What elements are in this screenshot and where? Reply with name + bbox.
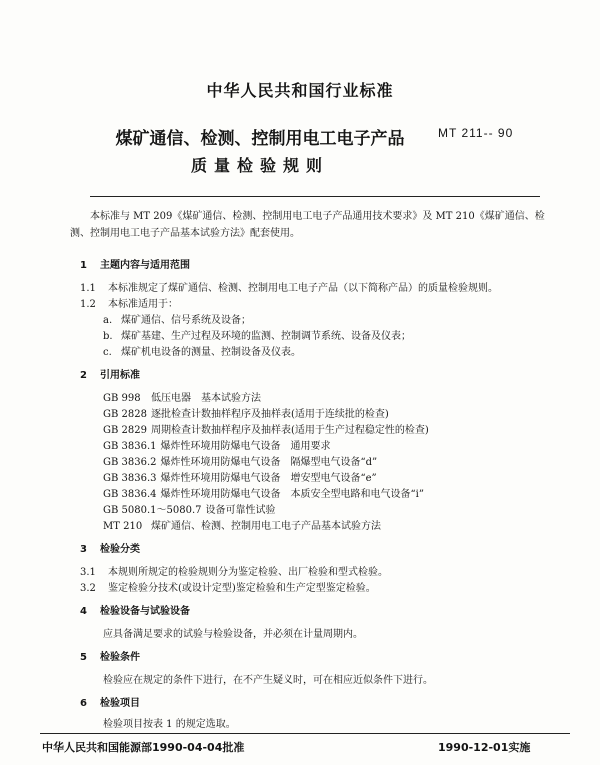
clause-1-1 xyxy=(80,279,498,294)
section-3-heading: 3 检验分类 xyxy=(80,544,140,555)
section-6-text: 检验项目按表 1 的规定选取。 xyxy=(103,719,236,730)
section-number: 1 xyxy=(80,260,87,271)
effective-date: 1990-12-01实施 xyxy=(438,741,531,754)
footer-divider xyxy=(40,733,570,734)
reference-item: GB 5080.1～5080.7 设备可靠性试验 xyxy=(103,505,276,516)
reference-item: GB 3836.1 爆炸性环境用防爆电气设备 通用要求 xyxy=(103,441,331,452)
reference-item: GB 3836.2 爆炸性环境用防爆电气设备 隔爆型电气设备“d” xyxy=(103,457,378,468)
reference-item: MT 210 煤矿通信、检测、控制用电工电子产品基本试验方法 xyxy=(103,521,381,532)
clause-1-2 xyxy=(80,295,178,310)
intro-paragraph: 本标准与 MT 209《煤矿通信、检测、控制用电工电子产品通用技术要求》及 MT 210《煤矿通信、检测、控制用电工电子产品基本试验方法》配套使用。 xyxy=(70,211,545,239)
list-item: b. 煤矿基建、生产过程及环境的监测、控制调节系统、设备及仪表； xyxy=(103,331,411,342)
section-5-heading: 5 检验条件 xyxy=(80,652,140,663)
section-5-text: 检验应在规定的条件下进行，在不产生疑义时，可在相应近似条件下进行。 xyxy=(103,675,433,686)
approval-line: 中华人民共和国能源部1990-04-04批准 xyxy=(42,741,245,754)
clause-number: 1.2 xyxy=(80,299,96,310)
clause-3-2: 3.2 鉴定检验分技术(或设计定型)鉴定检验和生产定型鉴定检验。 xyxy=(80,583,376,594)
clause-3-1: 3.1 本规则所规定的检验规则分为鉴定检验、出厂检验和型式检验。 xyxy=(80,567,388,578)
list-item: a. 煤矿通信、信号系统及设备； xyxy=(103,315,251,326)
section-2-heading: 2 引用标准 xyxy=(80,370,140,381)
list-item: c. 煤矿机电设备的测量、控制设备及仪表。 xyxy=(103,347,301,358)
document-subtitle: 质量检验规则 xyxy=(190,156,329,175)
reference-item: GB 2829 周期检查计数抽样程序及抽样表(适用于生产过程稳定性的检查) xyxy=(103,425,429,436)
standard-title: 中华人民共和国行业标准 xyxy=(206,81,394,100)
clause-text: 本标准适用于： xyxy=(108,299,178,310)
reference-item: GB 3836.3 爆炸性环境用防爆电气设备 增安型电气设备“e” xyxy=(103,473,377,484)
document-title: 煤矿通信、检测、控制用电工电子产品 xyxy=(115,129,405,149)
standard-number: MT 211-- 90 xyxy=(438,126,514,140)
section-6-heading: 6 检验项目 xyxy=(80,698,140,709)
section-4-heading: 4 检验设备与试验设备 xyxy=(80,606,190,617)
reference-item: GB 3836.4 爆炸性环境用防爆电气设备 本质安全型电路和电气设备“i” xyxy=(103,489,424,500)
clause-number: 1.1 xyxy=(80,283,96,294)
section-1-heading xyxy=(80,256,190,271)
section-4-text: 应具备满足要求的试验与检验设备，并必须在计量周期内。 xyxy=(103,629,363,640)
clause-text: 本标准规定了煤矿通信、检测、控制用电工电子产品（以下简称产品）的质量检验规则。 xyxy=(108,283,498,294)
reference-item: GB 2828 逐批检查计数抽样程序及抽样表(适用于连续批的检查) xyxy=(103,409,389,420)
header-divider xyxy=(90,196,540,197)
section-title: 主题内容与适用范围 xyxy=(100,260,190,271)
reference-item: GB 998 低压电器 基本试验方法 xyxy=(103,393,261,404)
